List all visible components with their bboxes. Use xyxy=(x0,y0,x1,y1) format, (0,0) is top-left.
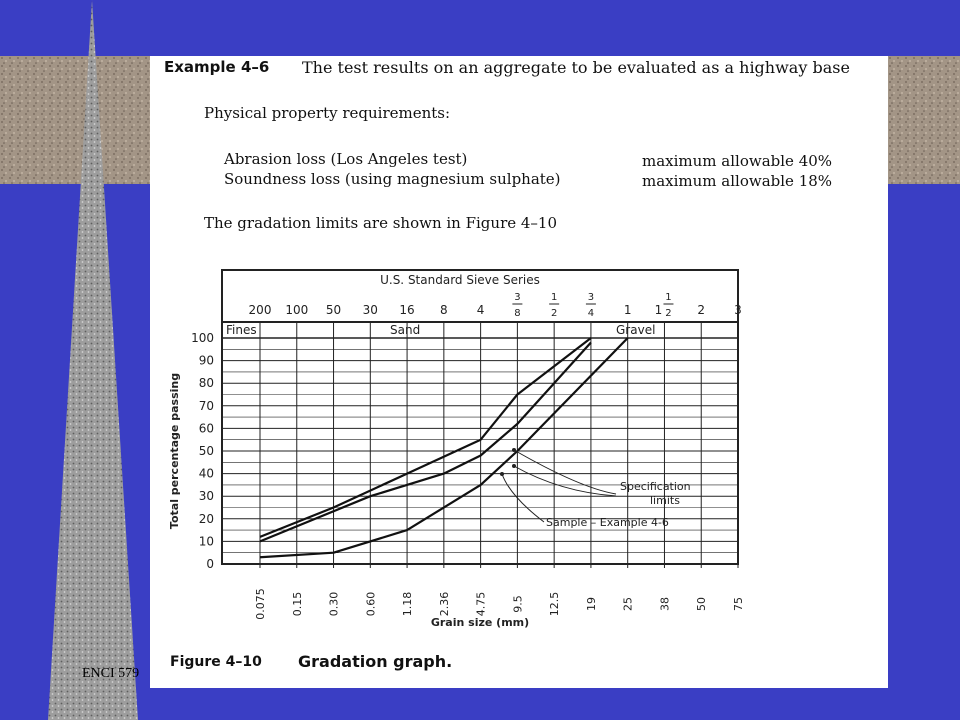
x-tick-label: 4.75 xyxy=(474,591,488,617)
y-tick-label: 40 xyxy=(198,466,214,481)
annotation-leader xyxy=(502,474,544,522)
y-tick-label: 70 xyxy=(198,398,214,413)
physical-heading: Physical property requirements: xyxy=(204,104,451,122)
x-tick-label: 9.5 xyxy=(511,595,525,613)
y-tick-label: 20 xyxy=(198,511,214,526)
sieve-label: 8 xyxy=(440,303,448,317)
series-sample xyxy=(260,343,591,542)
y-tick-label: 10 xyxy=(198,534,214,549)
gradation-note: The gradation limits are shown in Figure 4–10 xyxy=(204,214,558,232)
figure-number: Figure 4–10 xyxy=(170,654,262,670)
sieve-label: 100 xyxy=(285,303,309,317)
x-tick-label: 25 xyxy=(621,597,635,611)
zone-label-fines: Fines xyxy=(226,323,257,337)
annotation-spec-limits-line2: limits xyxy=(650,494,680,507)
x-tick-label: 0.30 xyxy=(327,591,341,617)
x-tick-label: 12.5 xyxy=(548,591,562,617)
x-axis-label: Grain size (mm) xyxy=(430,616,530,629)
series-upper-limit xyxy=(260,338,591,537)
annotation-arrowhead xyxy=(500,472,504,476)
sieve-label: 16 xyxy=(399,303,415,317)
annotation-arrowhead xyxy=(512,448,516,452)
y-tick-label: 80 xyxy=(198,376,214,391)
x-tick-label: 0.075 xyxy=(254,588,267,620)
y-tick-label: 60 xyxy=(198,421,214,436)
y-tick-label: 0 xyxy=(206,557,214,571)
x-tick-label: 19 xyxy=(584,597,598,611)
x-tick-label: 0.15 xyxy=(290,591,304,617)
sieve-label-numerator: 3 xyxy=(587,292,595,303)
requirement-limit-soundness: maximum allowable 18% xyxy=(642,172,833,190)
sieve-label-numerator: 3 xyxy=(514,292,521,303)
sieve-label-denominator: 2 xyxy=(665,308,672,319)
sieve-label-denominator: 4 xyxy=(587,308,595,319)
sieve-label: 30 xyxy=(362,303,378,317)
requirement-limit-abrasion: maximum allowable 40% xyxy=(642,152,833,170)
chart-title: U.S. Standard Sieve Series xyxy=(380,273,540,287)
x-tick-label: 38 xyxy=(658,597,672,611)
sieve-label: 4 xyxy=(476,303,485,317)
annotation-sample: Sample – Example 4-6 xyxy=(546,516,669,529)
sieve-label: 3 xyxy=(734,303,742,317)
y-tick-label: 90 xyxy=(198,353,214,368)
y-tick-label: 50 xyxy=(198,444,214,458)
figure-title: Gradation graph. xyxy=(298,652,453,671)
sieve-label-denominator: 2 xyxy=(550,308,558,319)
y-axis-label: Total percentage passing xyxy=(168,372,181,530)
zone-label-sand: Sand xyxy=(390,323,421,337)
gradation-chart xyxy=(150,56,888,688)
requirement-label-abrasion: Abrasion loss (Los Angeles test) xyxy=(224,150,468,168)
y-tick-label: 100 xyxy=(191,331,214,345)
x-tick-label: 75 xyxy=(732,597,745,611)
sieve-label-numerator: 1 xyxy=(550,292,558,303)
sieve-label-whole: 1 xyxy=(654,303,663,317)
x-tick-label: 1.18 xyxy=(401,591,415,617)
sieve-label-numerator: 1 xyxy=(665,292,672,303)
x-tick-label: 50 xyxy=(695,597,709,611)
sieve-label: 1 xyxy=(623,303,632,317)
y-tick-label: 30 xyxy=(198,489,214,504)
sieve-label: 50 xyxy=(325,303,342,317)
sieve-label: 200 xyxy=(248,303,272,317)
annotation-arrowhead xyxy=(512,464,516,468)
example-description: The test results on an aggregate to be evaluated as a highway base xyxy=(302,58,850,77)
requirement-label-soundness: Soundness loss (using magnesium sulphate) xyxy=(224,170,561,188)
x-tick-label: 0.60 xyxy=(364,591,378,617)
example-number: Example 4–6 xyxy=(164,58,270,76)
zone-label-gravel: Gravel xyxy=(616,323,656,337)
annotation-leader xyxy=(514,466,616,496)
sieve-label: 2 xyxy=(697,303,706,317)
slide-footer: ENCI 579 xyxy=(82,666,140,681)
x-tick-label: 2.36 xyxy=(437,591,451,617)
annotation-spec-limits-line1: Specification xyxy=(620,480,691,493)
sieve-label-denominator: 8 xyxy=(514,308,521,319)
figure-panel xyxy=(150,56,888,688)
